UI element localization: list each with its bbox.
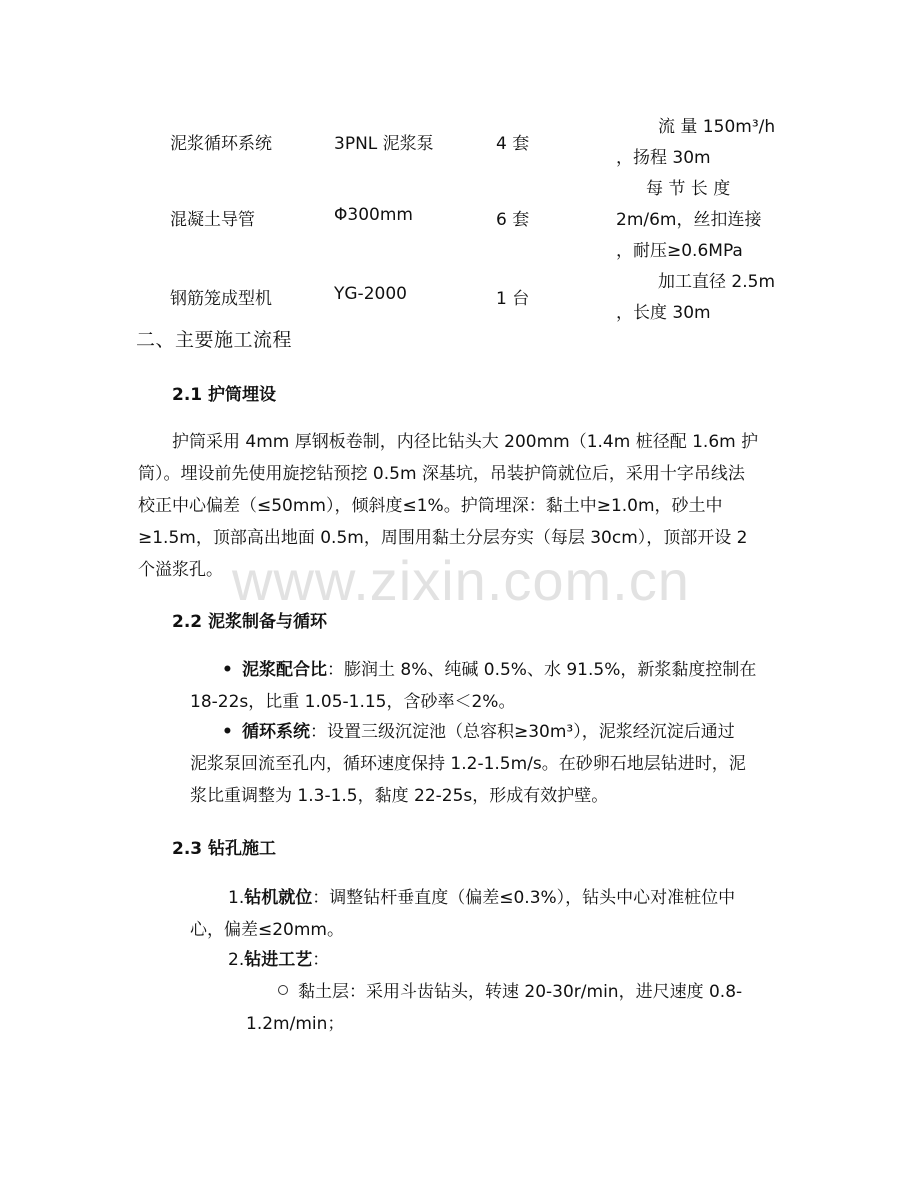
paragraph-line: 个溢浆孔。 (138, 560, 223, 580)
sub-list-item-text: 黏土层：采用斗齿钻头，转速 20-30r/min，进尺速度 0.8- (298, 982, 743, 1002)
spec-line: ，长度 30m (616, 303, 711, 323)
equipment-qty: 4 套 (496, 134, 530, 154)
list-item (172, 882, 792, 946)
equipment-name: 泥浆循环系统 (170, 134, 272, 154)
subsection-heading: 2.2 泥浆制备与循环 (172, 612, 328, 632)
list-item-text: ： (312, 950, 330, 970)
list-item-line (190, 716, 790, 748)
equipment-name: 钢筋笼成型机 (170, 289, 272, 309)
equipment-model: YG-2000 (334, 284, 407, 304)
list-item-line (172, 882, 792, 914)
section-title: 二、主要施工流程 (136, 329, 293, 351)
list-item-line (190, 654, 790, 686)
paragraph-line: 筒）。埋设前先使用旋挖钻预挖 0.5m 深基坑，吊装护筒就位后，采用十字吊线法 (138, 464, 745, 484)
spec-line: 每 节 长 度 (646, 179, 731, 199)
paragraph-line: 护筒采用 4mm 厚钢板卷制，内径比钻头大 200mm（1.4m 桩径配 1.6m 护 (172, 432, 759, 452)
spec-line: ，耐压≥0.6MPa (616, 241, 743, 261)
spec-line: ，扬程 30m (616, 148, 711, 168)
list-item-label: 循环系统 (242, 722, 310, 742)
bullet-icon: • (222, 660, 233, 680)
list-item-line: 18-22s，比重 1.05-1.15，含砂率＜2%。 (190, 692, 516, 712)
list-item-number: 1. (228, 888, 245, 908)
equipment-model: Φ300mm (334, 205, 413, 225)
sub-list-item-line (246, 976, 796, 1008)
list-item-text: ：设置三级沉淀池（总容积≥30m³），泥浆经沉淀后通过 (310, 722, 735, 742)
list-item-line: 浆比重调整为 1.3-1.5，黏度 22-25s，形成有效护壁。 (190, 786, 609, 806)
list-item-line: 泥浆泵回流至孔内，循环速度保持 1.2-1.5m/s。在砂卵石地层钻进时，泥 (190, 754, 746, 774)
circle-bullet-icon (278, 985, 288, 995)
paragraph-line: 校正中心偏差（≤50mm），倾斜度≤1%。护筒埋深：黏土中≥1.0m，砂土中 (138, 496, 723, 516)
list-item-label: 泥浆配合比 (242, 660, 327, 680)
paragraph (138, 426, 798, 586)
list-item (172, 944, 792, 976)
spec-line: 2m/6m，丝扣连接 (616, 210, 762, 230)
list-item-number: 2. (228, 950, 245, 970)
equipment-qty: 6 套 (496, 210, 530, 230)
spec-line: 加工直径 2.5m (658, 272, 775, 292)
list-item-text: ：膨润土 8%、纯碱 0.5%、水 91.5%，新浆黏度控制在 (327, 660, 757, 680)
equipment-model: 3PNL 泥浆泵 (334, 134, 434, 154)
equipment-name: 混凝土导管 (170, 210, 255, 230)
subsection-heading: 2.1 护筒埋设 (172, 385, 277, 405)
sub-list-item-line: 1.2m/min； (246, 1014, 345, 1034)
equipment-spec (616, 267, 786, 329)
equipment-spec (616, 112, 786, 174)
subsection-heading: 2.3 钻孔施工 (172, 839, 277, 859)
equipment-spec (616, 174, 786, 267)
equipment-qty: 1 台 (496, 289, 530, 309)
list-item-label: 钻进工艺 (244, 950, 313, 970)
bullet-icon: • (222, 722, 233, 742)
list-item-line (172, 944, 792, 976)
paragraph-line: ≥1.5m，顶部高出地面 0.5m，周围用黏土分层夯实（每层 30cm），顶部开设 2 (138, 528, 748, 548)
spec-line: 流 量 150m³/h (658, 117, 776, 137)
list-item (190, 654, 790, 718)
sub-list-item (246, 976, 796, 1040)
watermark: www.zixin.com.cn (232, 549, 690, 612)
list-item-label: 钻机就位 (244, 888, 313, 908)
list-item-line: 心，偏差≤20mm。 (190, 920, 344, 940)
list-item (190, 716, 790, 812)
list-item-text: ：调整钻杆垂直度（偏差≤0.3%），钻头中心对准桩位中 (312, 888, 736, 908)
